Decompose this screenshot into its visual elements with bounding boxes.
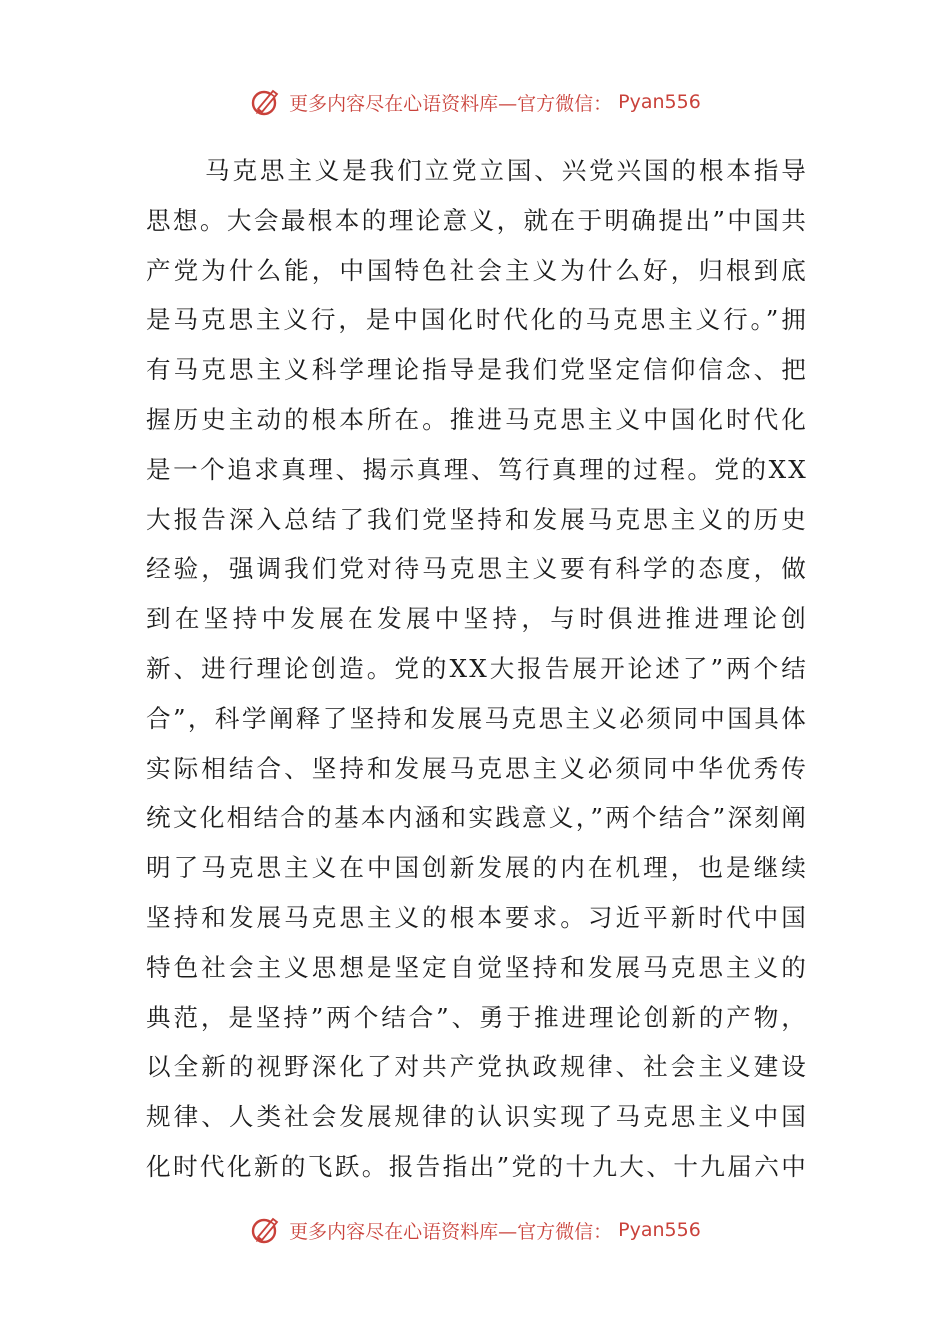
pen-nib-logo-icon	[249, 85, 283, 119]
banner-text: 更多内容尽在心语资料库—官方微信：	[289, 92, 613, 115]
document-body	[146, 146, 808, 1186]
footer-banner	[0, 1210, 950, 1250]
wechat-id: Pyan556	[618, 1219, 701, 1241]
body-paragraph: 马克思主义是我们立党立国、兴党兴国的根本指导思想。大会最根本的理论意义，就在于明确提出”中国共产党为什么能，中国特色社会主义为什么好，归根到底是马克思主义行，是中国化时代化的马克思主义行。”拥有马克思主义科学理论指导是我们党坚定信仰信念、把握历史主动的根本所在。推进马克思主义中国化时代化是一个追求真理、揭示真理、笃行真理的过程。党的XX大报告深入总结了我们党坚持和发展马克思主义的历史经验，强调我们党对待马克思主义要有科学的态度，做到在坚持中发展在发展中坚持，与时俱进推进理论创新、进行理论创造。党的XX大报告展开论述了”两个结合”，科学阐释了坚持和发展马克思主义必须同中国具体实际相结合、坚持和发展马克思主义必须同中华优秀传统文化相结合的基本内涵和实践意义，”两个结合”深刻阐明了马克思主义在中国创新发展的内在机理，也是继续坚持和发展马克思主义的根本要求。习近平新时代中国特色社会主义思想是坚定自觉坚持和发展马克思主义的典范，是坚持”两个结合”、勇于推进理论创新的产物，以全新的视野深化了对共产党执政规律、社会主义建设规律、人类社会发展规律的认识实现了马克思主义中国化时代化新的飞跃。报告指出”党的十九大、十九届六中	[146, 156, 808, 1181]
banner-text: 更多内容尽在心语资料库—官方微信：	[289, 1220, 613, 1243]
header-banner	[0, 82, 950, 122]
wechat-id: Pyan556	[618, 91, 701, 113]
pen-nib-logo-icon	[249, 1213, 283, 1247]
